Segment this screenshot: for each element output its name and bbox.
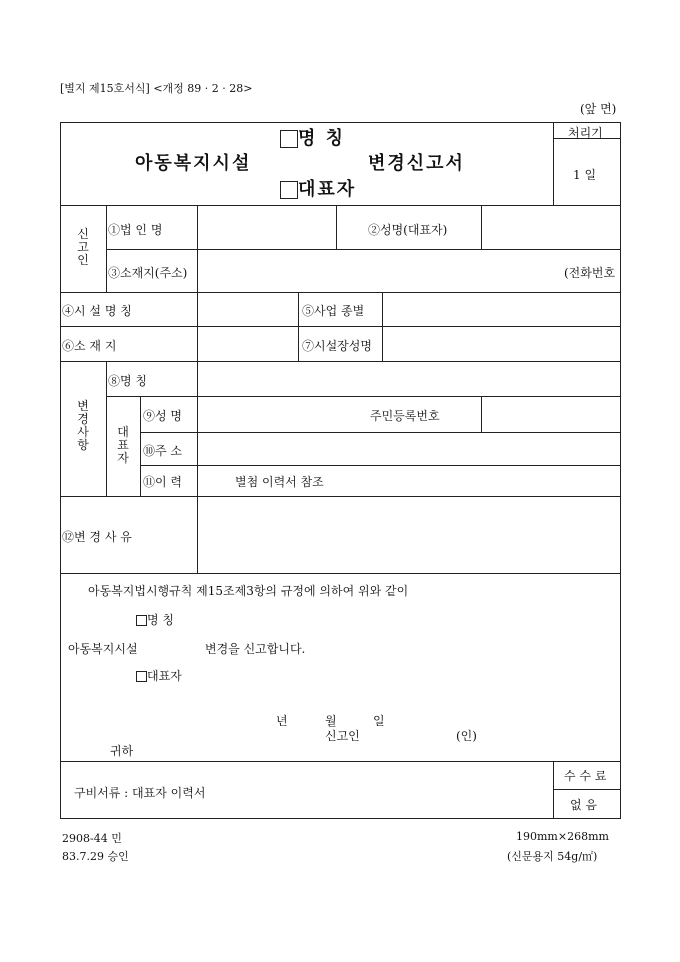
title-suffix: 변경신고서 (368, 153, 465, 174)
business-type-label: ⑤사업 종별 (302, 304, 365, 318)
rep-name-input[interactable] (483, 207, 619, 247)
new-rep-address-input[interactable] (199, 434, 619, 463)
new-name-input[interactable] (199, 363, 619, 394)
reason-label: ⑫변 경 사 유 (62, 530, 132, 544)
front-side-label: (앞 면) (580, 102, 617, 116)
phone-label: (전화번호 (564, 266, 616, 280)
new-rep-address-label: ⑩주 소 (143, 444, 182, 458)
facility-name-label: ④시 설 명 칭 (62, 304, 132, 318)
director-input[interactable] (384, 328, 619, 359)
rep-group-label: 대표자 (117, 425, 129, 465)
reason-input[interactable] (199, 498, 619, 571)
declaration-option-name: 명 칭 (136, 611, 174, 628)
business-type-input[interactable] (384, 294, 619, 324)
facility-name-input[interactable] (199, 294, 296, 324)
title-prefix: 아동복지시설 (135, 153, 252, 174)
address-label: ③소재지(주소) (108, 266, 188, 280)
new-rep-name-label: ⑨성 명 (143, 409, 182, 423)
fee-value: 없 음 (570, 798, 597, 812)
paper-type: (신문용지 54g/㎡) (507, 850, 598, 863)
approval-date: 83.7.29 승인 (62, 850, 129, 863)
address-input[interactable] (199, 251, 559, 290)
processing-value: 1 일 (573, 168, 597, 182)
reporter-sign-label: 신고인 (325, 729, 360, 743)
form-code: 2908-44 민 (62, 832, 122, 845)
declaration-facility: 아동복지시설 (68, 642, 138, 656)
rep-name-label: ②성명(대표자) (368, 223, 448, 237)
paper-size: 190mm×268mm (516, 830, 609, 843)
year-label: 년 (276, 714, 288, 728)
resident-no-label: 주민등록번호 (370, 409, 440, 423)
changes-section-label: 변경사항 (77, 399, 89, 452)
facility-location-label: ⑥소 재 지 (62, 339, 117, 353)
director-label: ⑦시설장성명 (302, 339, 372, 353)
fee-label: 수 수 료 (564, 769, 607, 783)
new-name-label: ⑧명 칭 (108, 374, 147, 388)
history-label: ⑪이 력 (143, 475, 182, 489)
decl-name-checkbox[interactable] (136, 615, 147, 626)
declaration-option-rep: 대표자 (136, 667, 182, 684)
corp-name-input[interactable] (199, 207, 334, 247)
addressee-label: 귀하 (110, 744, 134, 758)
declaration-line2: 변경을 신고합니다. (205, 642, 306, 656)
month-label: 월 (325, 714, 337, 728)
reporter-section-label: 신고인 (77, 227, 89, 267)
declaration-line1: 아동복지법시행규칙 제15조제3항의 규정에 의하여 위와 같이 (88, 584, 409, 598)
history-value: 별첨 이력서 참조 (235, 475, 324, 489)
seal-label: (인) (456, 729, 477, 743)
title-option-rep: 대표자 (280, 175, 356, 201)
form-id: [별지 제15호서식] <개정 89 · 2 · 28> (60, 82, 253, 95)
attachments-label: 구비서류 : 대표자 이력서 (74, 786, 206, 800)
resident-no-input[interactable] (483, 398, 619, 430)
rep-checkbox[interactable] (280, 181, 298, 199)
decl-rep-checkbox[interactable] (136, 671, 147, 682)
processing-label: 처리기 (568, 126, 603, 140)
day-label: 일 (373, 714, 385, 728)
facility-location-input[interactable] (199, 328, 296, 359)
name-checkbox[interactable] (280, 130, 298, 148)
corp-name-label: ①법 인 명 (108, 223, 163, 237)
title-option-name: 명 칭 (280, 124, 345, 150)
